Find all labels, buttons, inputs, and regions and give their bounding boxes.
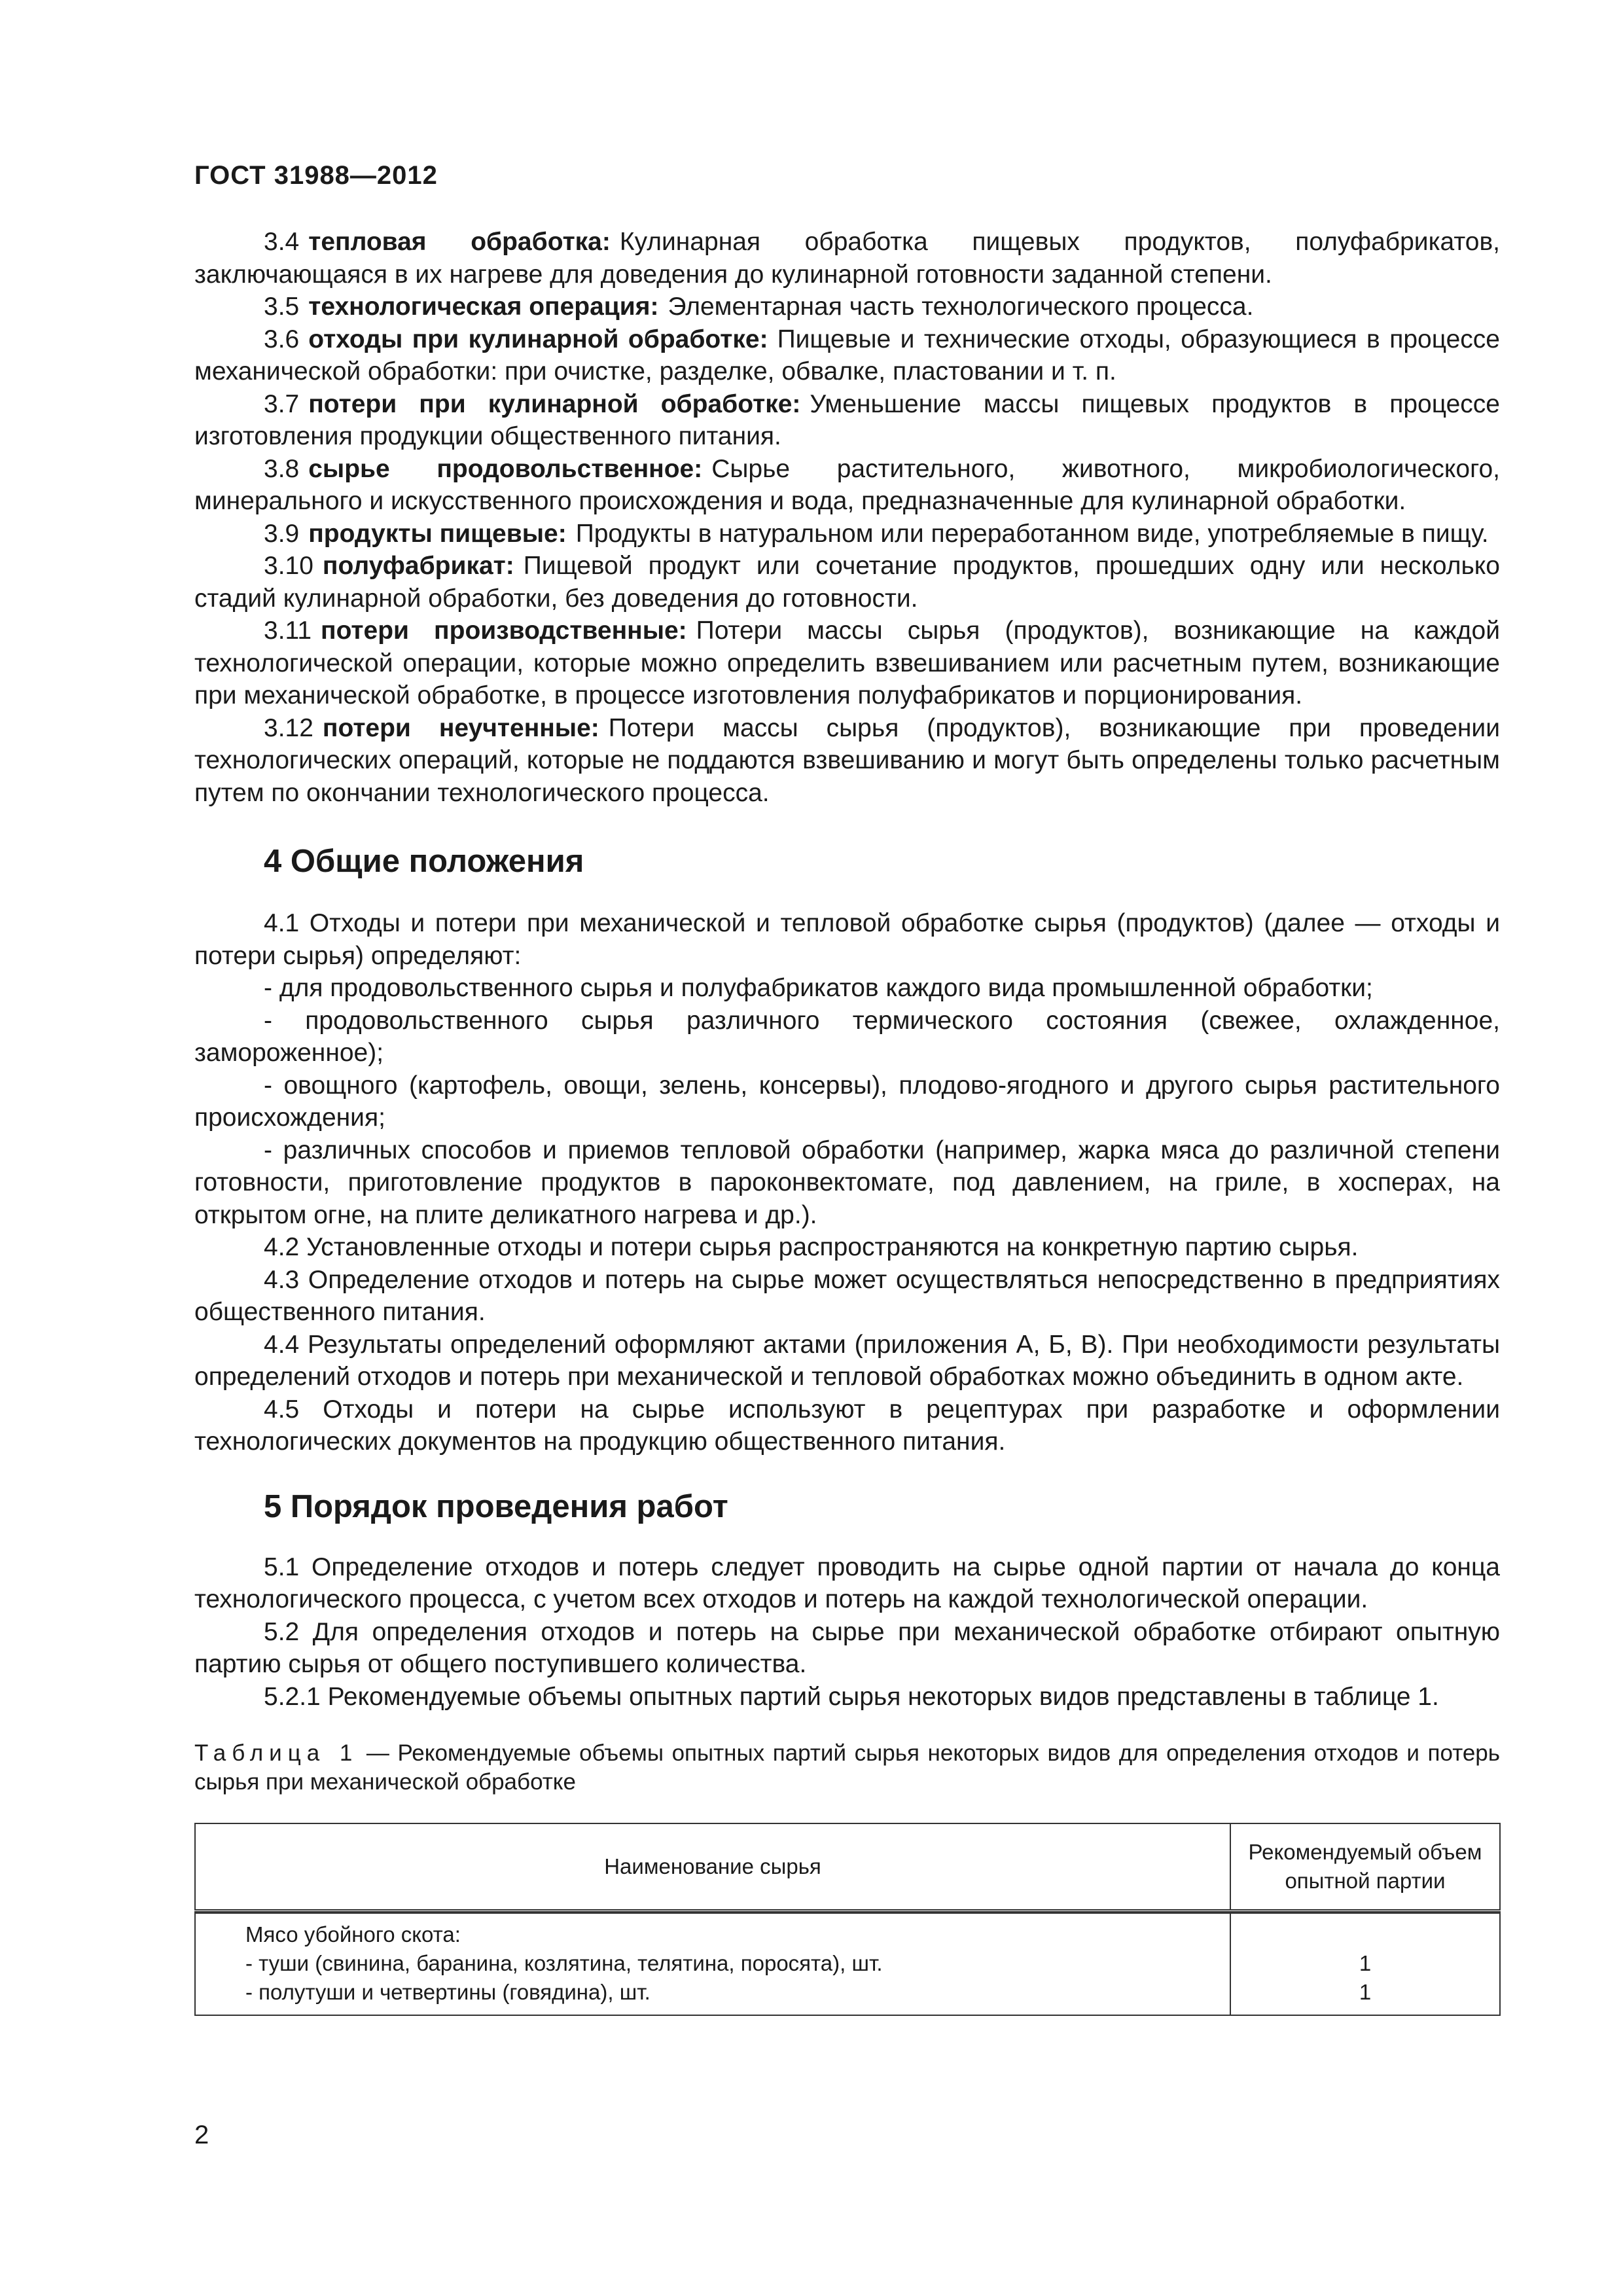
definition-text: Продукты в натуральном или переработанном виде, употребляемые в пищу.: [575, 519, 1489, 548]
paragraph-4-3: 4.3 Определение отходов и потерь на сырье может осуществляться непосредственно в предприятиях общественного питания.: [194, 1265, 1500, 1326]
group-label: Мясо убойного скота:: [245, 1922, 461, 1946]
definition-number: 3.4: [264, 228, 300, 256]
definition-3-8: [194, 453, 1500, 518]
definition-text: Потери массы сырья (продуктов), возникающие при проведении технологических операций, которые не поддаются взвешиванию и могут быть определены только расчетным путем по окончании технологического процесса.: [194, 713, 1501, 807]
list-item: - различных способов и приемов тепловой обработки (например, жарка мяса до различной степени готовности, приготовление продуктов в пароконвектомате, под давлением, на гриле, в хосперах, на открытом огне, на плите деликатного нагрева и др.).: [194, 1136, 1500, 1229]
definition-3-5: [194, 291, 1500, 323]
definition-3-11: [194, 615, 1500, 712]
definition-number: 3.5: [264, 293, 300, 321]
definition-term: потери неучтенные:: [322, 713, 599, 742]
paragraph-5-2: 5.2 Для определения отходов и потерь на сырье при механической обработке отбирают опытную партию сырья от общего поступившего количества.: [194, 1617, 1500, 1678]
section-5-heading: 5 Порядок проведения работ: [264, 1488, 728, 1524]
definition-text: Элементарная часть технологического процесса.: [668, 293, 1254, 321]
paragraph-5-1: 5.1 Определение отходов и потерь следует проводить на сырье одной партии от начала до конца технологического процесса, с учетом всех отходов и потерь на каждой технологической операции.: [194, 1552, 1500, 1613]
definition-term: потери производственные:: [321, 617, 687, 645]
definition-number: 3.11: [264, 617, 312, 645]
definition-number: 3.7: [264, 389, 300, 418]
table-1: [194, 1823, 1501, 2016]
definition-term: сырье продовольственное:: [308, 454, 703, 483]
paragraph-4-5: 4.5 Отходы и потери на сырье используют в рецептурах при разработке и оформлении технологических документов на продукцию общественного питания.: [194, 1395, 1500, 1456]
definition-text: Уменьшение массы пищевых продуктов в процессе изготовления продукции общественного питания.: [194, 389, 1500, 450]
definition-text: Потери массы сырья (продуктов), возникающие на каждой технологической операции, которые можно определить взвешиванием или расчетным путем, возникающие при механической обработке, в процессе изготовления полуфабрикатов и порционирования.: [194, 617, 1500, 709]
row-name: - туши (свинина, баранина, козлятина, телятина, поросята), шт.: [245, 1951, 883, 1975]
section-4-heading: 4 Общие положения: [264, 844, 584, 879]
definition-term: продукты пищевые:: [308, 519, 567, 548]
definition-term: тепловая обработка:: [308, 228, 611, 256]
definition-term: полуфабрикат:: [322, 552, 514, 580]
definition-3-6: [194, 323, 1500, 388]
definition-3-12: [194, 712, 1500, 810]
row-value: 1: [1359, 1951, 1372, 1975]
definition-number: 3.10: [264, 552, 313, 580]
table-row: [195, 1913, 1500, 2015]
row-name: - полутуши и четвертины (говядина), шт.: [245, 1980, 651, 2004]
row-value: 1: [1359, 1980, 1372, 2004]
paragraph-5-2-1: 5.2.1 Рекомендуемые объемы опытных партий сырья некоторых видов представлены в таблице 1.: [264, 1682, 1439, 1711]
definition-number: 3.9: [264, 519, 300, 548]
table-cell-name: [195, 1913, 1230, 2015]
definition-text: Пищевой продукт или сочетание продуктов, прошедших одну или несколько стадий кулинарной обработки, без доведения до готовности.: [194, 552, 1500, 613]
definition-3-9: [194, 518, 1500, 550]
definition-3-10: [194, 550, 1500, 615]
definition-number: 3.8: [264, 454, 300, 483]
document-body: [194, 226, 1500, 2016]
definition-text: Сырье растительного, животного, микробиологического, минерального и искусственного происхождения и вода, предназначенные для кулинарной обработки.: [194, 454, 1500, 515]
list-item: - продовольственного сырья различного термического состояния (свежее, охлажденное, замороженное);: [194, 1006, 1500, 1067]
definition-3-7: [194, 388, 1500, 453]
list-item: - для продовольственного сырья и полуфабрикатов каждого вида промышленной обработки;: [264, 974, 1373, 1002]
table-cell-volume: [1230, 1913, 1500, 2015]
list-item: - овощного (картофель, овощи, зелень, консервы), плодово-ягодного и другого сырья растительного происхождения;: [194, 1071, 1500, 1132]
table-label: Таблица 1: [194, 1740, 359, 1766]
paragraph-4-4: 4.4 Результаты определений оформляют актами (приложения А, Б, В). При необходимости результаты определений отходов и потерь при механической и тепловой обработках можно объединить в одном акте.: [194, 1330, 1500, 1391]
table-header-row: [195, 1823, 1500, 1911]
definition-term: отходы при кулинарной обработке:: [308, 325, 768, 353]
page-number: 2: [194, 2121, 209, 2149]
document-code: ГОСТ 31988—2012: [194, 161, 438, 190]
table-caption: [194, 1739, 1500, 1797]
paragraph-4-1: 4.1 Отходы и потери при механической и тепловой обработке сырья (продуктов) (далее — отходы и потери сырья) определяют:: [194, 909, 1500, 970]
definition-3-4: [194, 226, 1500, 291]
definition-term: технологическая операция:: [308, 293, 659, 321]
definition-text: Кулинарная обработка пищевых продуктов, полуфабрикатов, заключающаяся в их нагреве для доведения до кулинарной готовности заданной степени.: [194, 228, 1500, 289]
table-caption-text: — Рекомендуемые объемы опытных партий сырья некоторых видов для определения отходов и потерь сырья при механической обработке: [194, 1740, 1500, 1795]
column-header-volume: Рекомендуемый объем опытной партии: [1230, 1823, 1500, 1911]
column-header-name: Наименование сырья: [195, 1823, 1230, 1911]
definition-text: Пищевые и технические отходы, образующиеся в процессе механической обработки: при очистке, разделке, обвалке, пластовании и т. п.: [194, 325, 1500, 386]
paragraph-4-2: 4.2 Установленные отходы и потери сырья распространяются на конкретную партию сырья.: [264, 1233, 1359, 1261]
definition-term: потери при кулинарной обработке:: [308, 389, 801, 418]
definition-number: 3.12: [264, 713, 313, 742]
definition-number: 3.6: [264, 325, 300, 353]
